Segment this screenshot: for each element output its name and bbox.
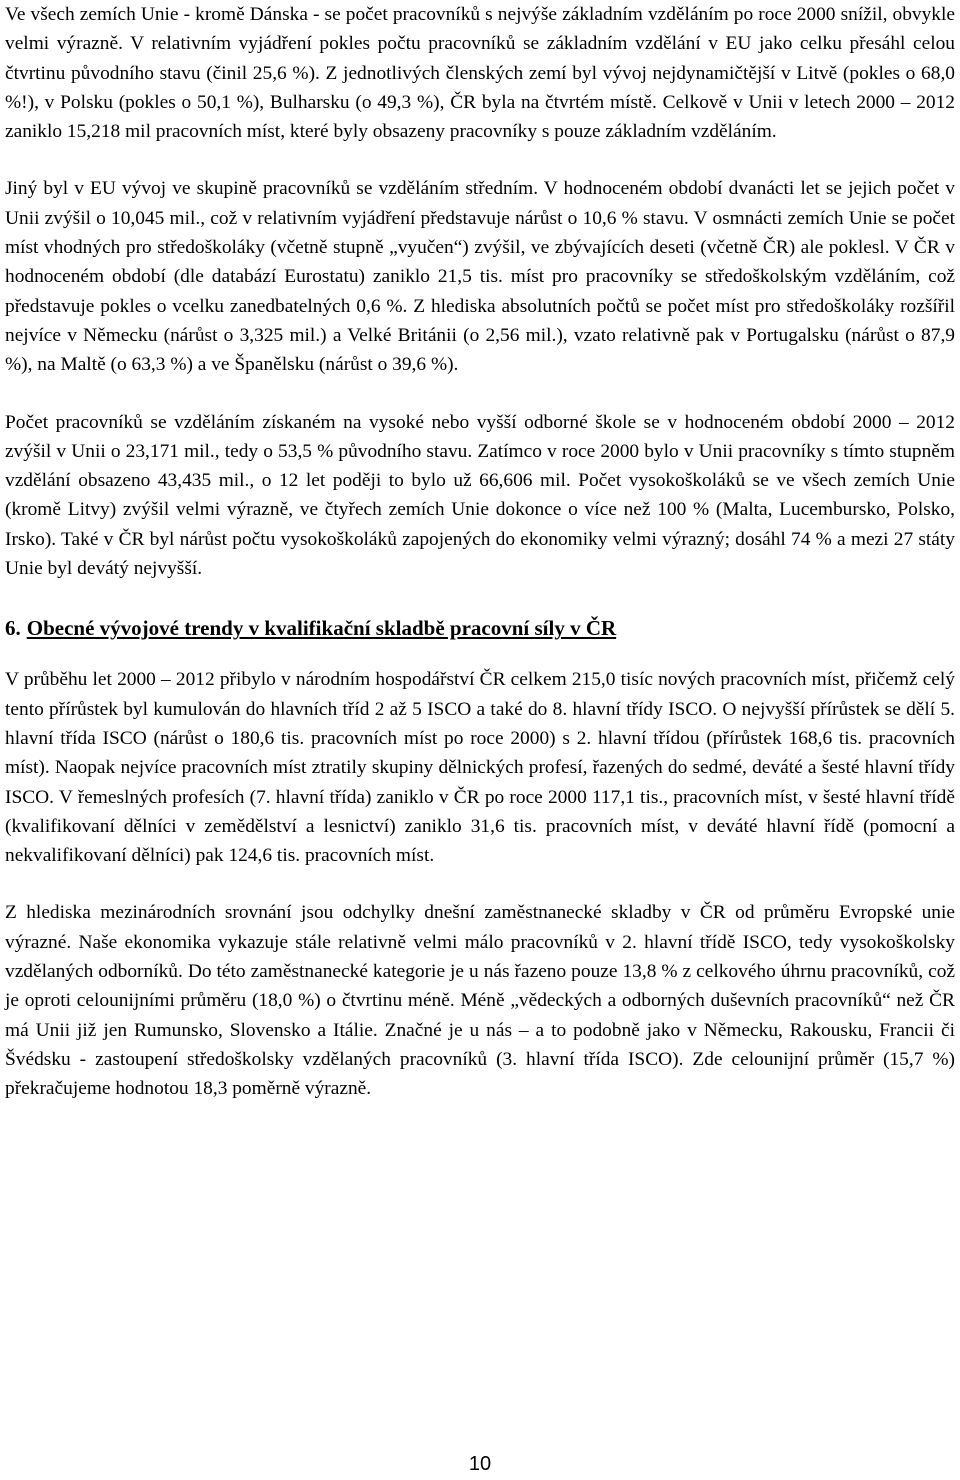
page-content xyxy=(5,0,955,1104)
paragraph-tertiary-education: Počet pracovníků se vzděláním získaném na vysoké nebo vyšší odborné škole se v hodnoceném období 2000 – 2012 zvýšil v Unii o 23,171 mil., tedy o 53,5 % původního stavu. Zatímco v roce 2000 bylo v Unii pracovníky s tímto stupněm vzdělání obsazeno 43,435 mil., o 12 let poději to bylo už 66,606 mil. Počet vysokoškoláků se ve všech zemích Unie (kromě Litvy) zvýšil velmi výrazně, ve čtyřech zemích Unie dokonce o více než 100 % (Malta, Lucembursko, Polsko, Irsko). Také v ČR byl nárůst počtu vysokoškoláků zapojených do ekonomiky velmi výrazný; dosáhl 74 % a mezi 27 státy Unie byl devátý nejvyšší. xyxy=(5,411,955,580)
section-title: Obecné vývojové trendy v kvalifikační skladbě pracovní síly v ČR xyxy=(26,616,617,641)
paragraph-secondary-education: Jiný byl v EU vývoj ve skupině pracovníků se vzděláním středním. V hodnoceném období dvanácti let se jejich počet v Unii zvýšil o 10,045 mil., což v relativním vyjádření představuje nárůst o 10,6 % stavu. V osmnácti zemích Unie se počet míst vhodných pro středoškoláky (včetně stupně „vyučen“) zvýšil, ve zbývajících deseti (včetně ČR) ale poklesl. V ČR v hodnoceném období (dle databází Eurostatu) zaniklo 21,5 tis. míst pro pracovníky se středoškolským vzděláním, což představuje pokles o vcelku zanedbatelných 0,6 %. Z hlediska absolutních počtů se počet míst pro středoškoláky rozšířil nejvíce v Německu (nárůst o 3,325 mil.) a Velké Británii (o 2,56 mil.), vzato relativně pak v Portugalsku (nárůst o 87,9 %), na Maltě (o 63,3 %) a ve Španělsku (nárůst o 39,6 %). xyxy=(5,178,955,376)
paragraph-basic-education: Ve všech zemích Unie - kromě Dánska - se počet pracovníků s nejvýše základním vzděláním po roce 2000 snížil, obvykle velmi výrazně. V relativním vyjádření pokles počtu pracovníků se základním vzdělání v EU jako celku přesáhl celou čtvrtinu původního stavu (činil 25,6 %). Z jednotlivých členských zemí byl vývoj nejdynamičtější v Litvě (pokles o 68,0 %!), v Polsku (pokles o 50,1 %), Bulharsku (o 49,3 %), ČR byla na čtvrtém místě. Celkově v Unii v letech 2000 – 2012 zaniklo 15,218 mil pracovních míst, které byly obsazeny pracovníky s pouze základním vzděláním. xyxy=(5,4,955,143)
page-number: 10 xyxy=(468,1453,492,1475)
paragraph-job-changes: V průběhu let 2000 – 2012 přibylo v národním hospodářství ČR celkem 215,0 tisíc nových pracovních míst, přičemž celý tento přírůstek byl kumulován do hlavních tříd 2 až 5 ISCO a také do 8. hlavní třídy ISCO. O nejvyšší přírůstek se dělí 5. hlavní třída ISCO (nárůst o 180,6 tis. pracovních míst po roce 2000) s 2. hlavní třídou (přírůstek 168,6 tis. pracovních míst). Naopak nejvíce pracovních míst ztratily skupiny dělnických profesí, řazených do sedmé, deváté a šesté hlavní třídy ISCO. V řemeslných profesích (7. hlavní třída) zaniklo v ČR po roce 2000 117,1 tis., pracovních míst, v šesté hlavní třídě (kvalifikovaní dělníci v zemědělství a lesnictví) zaniklo 31,6 tis. pracovních míst, v deváté hlavní řídě (pomocní a nekvalifikovaní dělníci) pak 124,6 tis. pracovních míst. xyxy=(5,669,955,867)
section-number: 6. xyxy=(5,616,21,641)
section-heading xyxy=(5,613,955,643)
paragraph-international-comparison: Z hlediska mezinárodních srovnání jsou odchylky dnešní zaměstnanecké skladby v ČR od průměru Evropské unie výrazné. Naše ekonomika vykazuje stále relativně velmi málo pracovníků v 2. hlavní třídě ISCO, tedy vysokoškolsky vzdělaných odborníků. Do této zaměstnanecké kategorie je u nás řazeno pouze 13,8 % z celkového úhrnu pracovníků, což je oproti celounijními průměru (18,0 %) o čtvrtinu méně. Méně „vědeckých a odborných duševních pracovníků“ než ČR má Unii již jen Rumunsko, Slovensko a Itálie. Značné je u nás – a to podobně jako v Německu, Rakousku, Francii či Švédsku - zastoupení středoškolsky vzdělaných pracovníků (3. hlavní třída ISCO). Zde celounijní průměr (15,7 %) překračujeme hodnotou 18,3 poměrně výrazně. xyxy=(5,902,955,1100)
